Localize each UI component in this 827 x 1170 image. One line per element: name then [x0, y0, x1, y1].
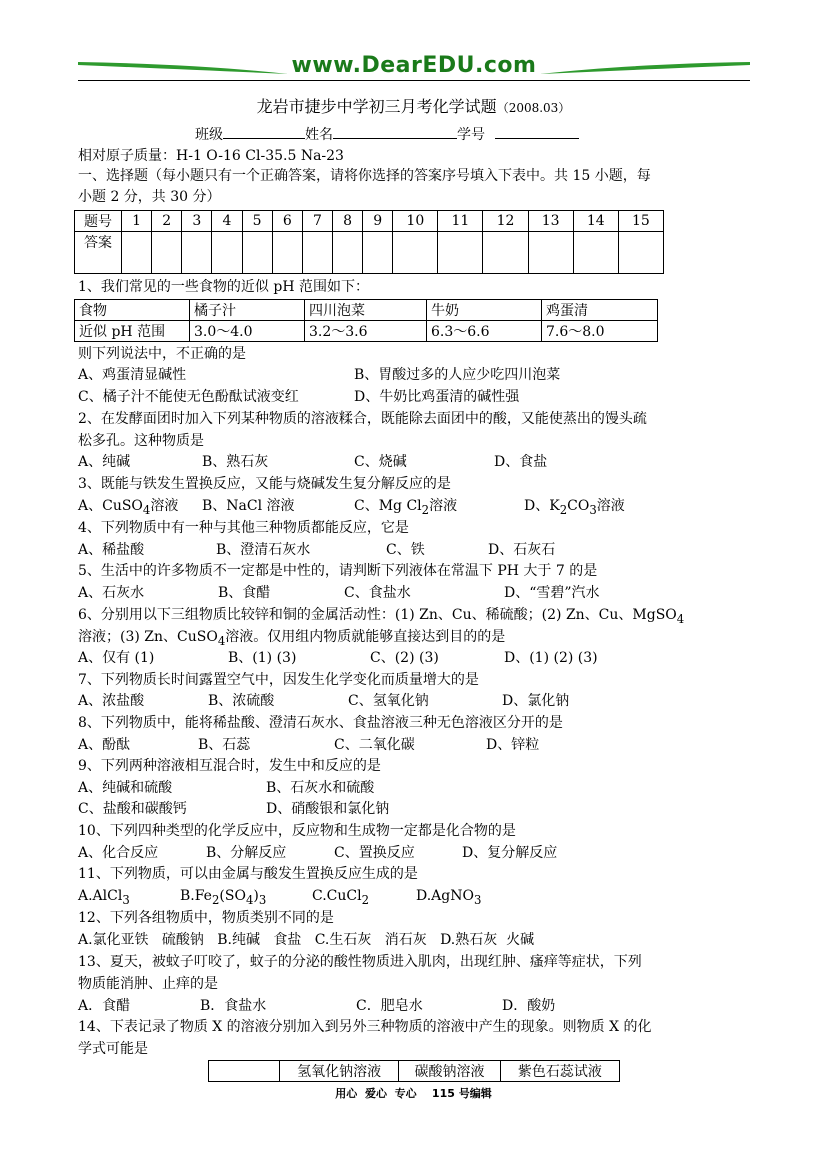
- row-label-answer: 答案: [75, 232, 122, 274]
- q4-option-d[interactable]: D、石灰石: [488, 542, 556, 558]
- q6-option-d[interactable]: D、(1) (2) (3): [504, 650, 598, 666]
- q6-option-c[interactable]: C、(2) (3): [370, 650, 439, 666]
- q-number: 8: [332, 211, 362, 232]
- q2-option-a[interactable]: A、纯碱: [78, 454, 131, 470]
- ph-header-cell: 四川泡菜: [305, 300, 427, 321]
- q11-option-a[interactable]: [78, 886, 180, 910]
- q14-stem-2: 学式可能是: [78, 1041, 148, 1057]
- class-label: 班级: [195, 127, 223, 143]
- q2-option-d[interactable]: D、食盐: [494, 454, 548, 470]
- q10-option-b[interactable]: B、分解反应: [206, 845, 287, 861]
- q8-options: [78, 735, 539, 755]
- q11-option-b-close: ): [253, 888, 259, 904]
- q9-option-b[interactable]: B、石灰水和硫酸: [266, 780, 375, 796]
- q7-option-a[interactable]: A、浓盐酸: [78, 693, 145, 709]
- q3-option-c[interactable]: [354, 496, 524, 520]
- name-field[interactable]: [333, 124, 457, 139]
- q14-header-cell: 碳酸钠溶液: [399, 1061, 500, 1082]
- class-field[interactable]: [223, 124, 305, 139]
- student-info-row: [195, 124, 579, 145]
- q3-option-d-suffix: 溶液: [596, 498, 625, 514]
- q5-options: [78, 583, 600, 603]
- answer-cell[interactable]: [152, 232, 182, 274]
- answer-table-answer-row: [75, 232, 664, 274]
- q3-option-a-suffix: 溶液: [150, 498, 179, 514]
- q1-options-2: [78, 387, 519, 407]
- id-field[interactable]: [495, 124, 579, 139]
- q1-stem: 1、我们常见的一些食物的近似 pH 范围如下：: [78, 279, 369, 295]
- page-footer: 用心 爱心 专心 115 号编辑: [335, 1087, 492, 1100]
- q3-option-a-text: A、CuSO: [78, 498, 143, 514]
- q5-stem: 5、生活中的许多物质不一定都是中性的，请判断下列液体在常温下 PH 大于 7 的是: [78, 563, 598, 579]
- q3-option-a[interactable]: [78, 496, 202, 520]
- answer-cell[interactable]: [438, 232, 483, 274]
- q11-option-d[interactable]: [416, 886, 481, 910]
- ph-value-cell: 3.2～3.6: [305, 321, 427, 342]
- q11-option-d-text: D.AgNO: [416, 888, 474, 904]
- q11-option-c[interactable]: [312, 886, 416, 910]
- answer-cell[interactable]: [393, 232, 438, 274]
- q6-stem-1-text: 6、分别用以下三组物质比较锌和铜的金属活动性：(1) Zn、Cu、稀硫酸；(2) Zn、Cu、MgSO: [78, 607, 677, 623]
- q6-stem-1-sub: 4: [676, 611, 685, 626]
- answer-cell[interactable]: [332, 232, 362, 274]
- q11-option-a-text: A.AlCl: [78, 888, 123, 904]
- q-number: 7: [302, 211, 332, 232]
- q4-option-b[interactable]: B、澄清石灰水: [216, 542, 311, 558]
- q3-option-c-sub: 2: [421, 502, 430, 517]
- section1-instructions-1: 一、选择题（每小题只有一个正确答案，请将你选择的答案序号填入下表中。共 15 小题，每: [78, 168, 651, 184]
- q11-stem: 11、下列物质，可以由金属与酸发生置换反应生成的是: [78, 866, 418, 882]
- q8-option-b[interactable]: B、石蕊: [198, 737, 251, 753]
- q5-option-b[interactable]: B、食醋: [218, 585, 271, 601]
- q1-options-1: [78, 365, 560, 385]
- q3-option-a-sub: 4: [142, 502, 151, 517]
- q-number: 15: [618, 211, 663, 232]
- q2-option-b[interactable]: B、熟石灰: [202, 454, 269, 470]
- q9-option-c[interactable]: C、盐酸和碳酸钙: [78, 801, 187, 817]
- name-label: 姓名: [305, 127, 333, 143]
- q7-option-b[interactable]: B、浓硫酸: [208, 693, 275, 709]
- header-divider: [78, 80, 750, 81]
- q9-stem: 9、下列两种溶液相互混合时，发生中和反应的是: [78, 758, 381, 774]
- q3-option-d[interactable]: [524, 496, 625, 520]
- q9-options-2: [78, 799, 389, 819]
- q3-option-c-text: C、Mg Cl: [354, 498, 422, 514]
- q9-options-1: [78, 778, 374, 798]
- q7-stem: 7、下列物质长时间露置空气中，因发生化学变化而质量增大的是: [78, 672, 479, 688]
- q8-option-c[interactable]: C、二氧化碳: [334, 737, 415, 753]
- q5-option-d[interactable]: D、“雪碧”汽水: [504, 585, 600, 601]
- ph-header-cell: 牛奶: [427, 300, 542, 321]
- q4-stem: 4、下列物质中有一种与其他三种物质都能反应，它是: [78, 520, 409, 536]
- page-title: [0, 94, 827, 117]
- q-number: 4: [212, 211, 242, 232]
- answer-cell[interactable]: [302, 232, 332, 274]
- q2-stem-1: 2、在发酵面团时加入下列某种物质的溶液糅合，既能除去面团中的酸，又能使蒸出的馒头疏: [78, 411, 647, 427]
- ph-header-cell: 橘子汁: [190, 300, 305, 321]
- q6-stem-2-text: 溶液；(3) Zn、CuSO: [78, 629, 218, 645]
- q11-options: [78, 886, 481, 910]
- q1-option-d[interactable]: D、牛奶比鸡蛋清的碱性强: [354, 389, 520, 405]
- q3-option-c-suffix: 溶液: [429, 498, 458, 514]
- q11-option-b-sub2: 4: [245, 892, 254, 907]
- q4-option-a[interactable]: A、稀盐酸: [78, 542, 145, 558]
- answer-cell[interactable]: [182, 232, 212, 274]
- q7-option-c[interactable]: C、氢氧化钠: [348, 693, 429, 709]
- q2-option-c[interactable]: C、烧碱: [354, 454, 407, 470]
- q14-header-cell: 氢氧化钠溶液: [280, 1061, 399, 1082]
- q12-stem: 12、下列各组物质中，物质类别不同的是: [78, 910, 334, 926]
- q1-option-a[interactable]: A、鸡蛋清显碱性: [78, 367, 187, 383]
- q9-option-a[interactable]: A、纯碱和硫酸: [78, 780, 173, 796]
- q10-option-a[interactable]: A、化合反应: [78, 845, 159, 861]
- q13-option-d[interactable]: D．酸奶: [502, 998, 556, 1014]
- row-label-number: 题号: [75, 211, 122, 232]
- ph-value-cell: 近似 pH 范围: [75, 321, 190, 342]
- answer-cell[interactable]: [528, 232, 573, 274]
- q-number: 9: [363, 211, 393, 232]
- ph-value-cell: 7.6～8.0: [542, 321, 658, 342]
- q1-option-b[interactable]: B、胃酸过多的人应少吃四川泡菜: [354, 367, 561, 383]
- q11-option-c-text: C.CuCl: [312, 888, 362, 904]
- q11-option-b[interactable]: [180, 886, 312, 910]
- q2-options: [78, 452, 547, 472]
- q-number: 1: [122, 211, 152, 232]
- exam-title: 龙岩市捷步中学初三月考化学试题: [256, 97, 497, 116]
- q3-option-d-mid: CO: [567, 498, 590, 514]
- ph-value-cell: 3.0～4.0: [190, 321, 305, 342]
- answer-cell[interactable]: [212, 232, 242, 274]
- q5-option-a[interactable]: A、石灰水: [78, 585, 145, 601]
- q7-option-d[interactable]: D、氯化钠: [502, 693, 570, 709]
- q-number: 6: [272, 211, 302, 232]
- answer-cell[interactable]: [122, 232, 152, 274]
- q10-option-c[interactable]: C、置换反应: [334, 845, 415, 861]
- q8-option-d[interactable]: D、锌粒: [486, 737, 540, 753]
- q13-option-c[interactable]: C．肥皂水: [356, 998, 423, 1014]
- q8-stem: 8、下列物质中，能将稀盐酸、澄清石灰水、食盐溶液三种无色溶液区分开的是: [78, 715, 563, 731]
- q-number: 11: [438, 211, 483, 232]
- q-number: 5: [242, 211, 272, 232]
- q1-option-c[interactable]: C、橘子汁不能使无色酚酞试液变红: [78, 389, 299, 405]
- ph-header-cell: 鸡蛋清: [542, 300, 658, 321]
- q9-option-d[interactable]: D、硝酸银和氯化钠: [266, 801, 390, 817]
- q13-stem-1: 13、夏天，被蚊子叮咬了，蚊子的分泌的酸性物质进入肌肉，出现红肿、瘙痒等症状，下列: [78, 954, 642, 970]
- answer-table: [74, 210, 664, 274]
- q-number: 3: [182, 211, 212, 232]
- q14-table: [208, 1060, 620, 1082]
- q3-option-d-text: D、K: [524, 498, 560, 514]
- q11-option-b-text: B.Fe: [180, 888, 212, 904]
- q3-options: [78, 496, 625, 520]
- q3-option-d-sub1: 2: [559, 502, 568, 517]
- q14-header-blank: [209, 1061, 280, 1082]
- q3-stem: 3、既能与铁发生置换反应，又能与烧碱发生复分解反应的是: [78, 476, 451, 492]
- answer-cell[interactable]: [363, 232, 393, 274]
- q-number: 2: [152, 211, 182, 232]
- q14-stem-1: 14、下表记录了物质 X 的溶液分别加入到另外三种物质的溶液中产生的现象。则物质 X 的化: [78, 1019, 652, 1035]
- answer-cell[interactable]: [573, 232, 618, 274]
- q12-options[interactable]: A.氯化亚铁 硫酸钠 B.纯碱 食盐 C.生石灰 消石灰 D.熟石灰 火碱: [78, 932, 535, 948]
- ph-header-cell: 食物: [75, 300, 190, 321]
- q11-option-c-sub: 2: [361, 892, 370, 907]
- site-url[interactable]: www.DearEDU.com: [291, 53, 537, 78]
- q-number: 14: [573, 211, 618, 232]
- atomic-mass: 相对原子质量：H-1 O-16 Cl-35.5 Na-23: [78, 148, 344, 164]
- exam-date: （2008.03）: [496, 101, 571, 115]
- ph-table: [74, 299, 658, 342]
- q5-option-c[interactable]: C、食盐水: [344, 585, 411, 601]
- q14-header-cell: 紫色石蕊试液: [500, 1061, 619, 1082]
- q13-option-a[interactable]: A．食醋: [78, 998, 131, 1014]
- answer-cell[interactable]: [618, 232, 663, 274]
- q-number: 13: [528, 211, 573, 232]
- ph-value-cell: 6.3～6.6: [427, 321, 542, 342]
- q11-option-d-sub: 3: [473, 892, 482, 907]
- q13-option-b[interactable]: B．食盐水: [200, 998, 267, 1014]
- q7-options: [78, 691, 569, 711]
- q10-stem: 10、下列四种类型的化学反应中，反应物和生成物一定都是化合物的是: [78, 823, 516, 839]
- answer-table-number-row: [75, 211, 664, 232]
- q11-option-b-sub1: 2: [211, 892, 220, 907]
- answer-cell[interactable]: [483, 232, 528, 274]
- q2-stem-2: 松多孔。这种物质是: [78, 433, 204, 449]
- answer-cell[interactable]: [272, 232, 302, 274]
- q6-stem-2-sub: 4: [217, 633, 226, 648]
- q13-stem-2: 物质能消肿、止痒的是: [78, 976, 218, 992]
- q1-followup: 则下列说法中，不正确的是: [78, 346, 246, 362]
- q6-stem-1: [78, 605, 684, 629]
- section1-instructions-2: 小题 2 分，共 30 分）: [78, 189, 221, 205]
- q3-option-d-sub2: 3: [589, 502, 597, 517]
- q13-options: [78, 996, 555, 1016]
- q10-option-d[interactable]: D、复分解反应: [462, 845, 558, 861]
- id-label: 学号: [457, 127, 485, 143]
- q6-options: [78, 648, 598, 668]
- q-number: 12: [483, 211, 528, 232]
- answer-cell[interactable]: [242, 232, 272, 274]
- q6-option-b[interactable]: B、(1) (3): [228, 650, 297, 666]
- q8-option-a[interactable]: A、酚酞: [78, 737, 131, 753]
- q10-options: [78, 843, 557, 863]
- q4-option-c[interactable]: C、铁: [386, 542, 425, 558]
- q4-options: [78, 540, 555, 560]
- q6-stem-2-suffix: 溶液。仅用组内物质就能够直接达到目的的是: [225, 629, 506, 645]
- q3-option-b[interactable]: B、NaCl 溶液: [202, 498, 295, 514]
- q11-option-b-sub3: 3: [258, 892, 267, 907]
- q11-option-b-mid: (SO: [219, 888, 246, 904]
- q11-option-a-sub: 3: [122, 892, 130, 907]
- q-number: 10: [393, 211, 438, 232]
- q6-option-a[interactable]: A、仅有 (1): [78, 650, 155, 666]
